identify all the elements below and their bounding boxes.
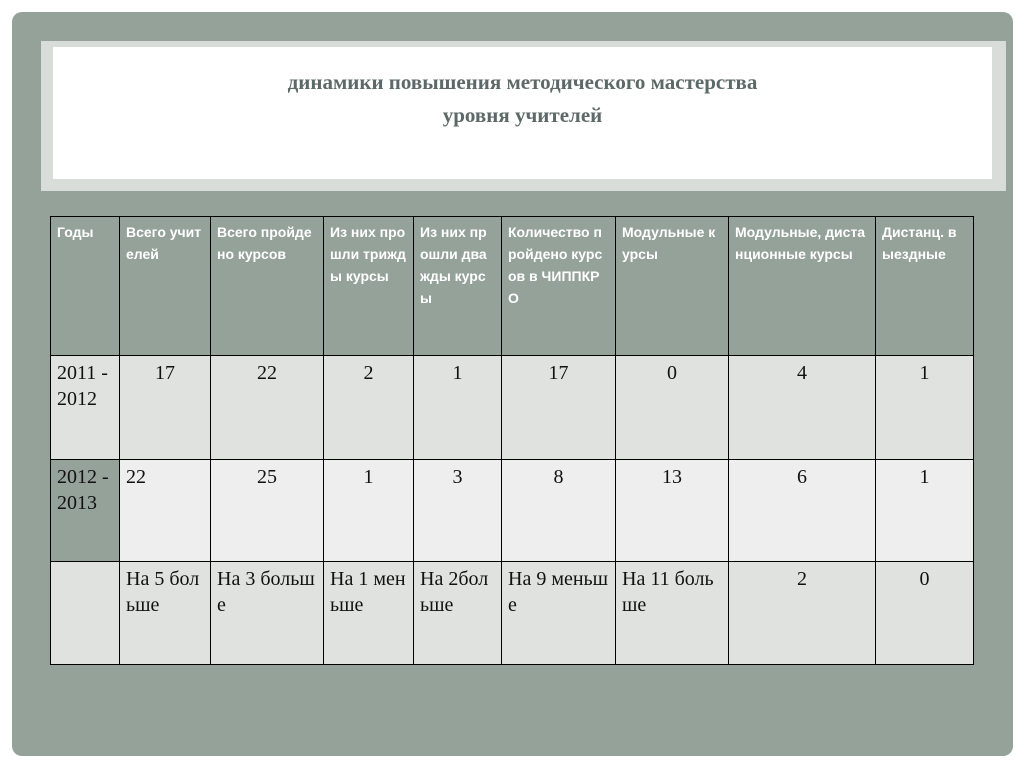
table-cell: 2 <box>729 562 876 665</box>
header-cell-three-times: Из них прошли трижды курсы <box>324 217 414 356</box>
title-box <box>53 47 992 179</box>
slide-title-line-2: уровня учителей <box>442 103 603 127</box>
table-cell: 1 <box>324 460 414 562</box>
table-cell: 8 <box>502 460 616 562</box>
table-cell: 3 <box>414 460 502 562</box>
table-cell: На 1 меньше <box>324 562 414 665</box>
table-cell: 0 <box>876 562 974 665</box>
table-cell-year <box>51 562 120 665</box>
header-cell-years: Годы <box>51 217 120 356</box>
table-cell: На 3 больше <box>211 562 324 665</box>
table-cell: 1 <box>876 460 974 562</box>
table-header-row <box>51 217 974 356</box>
header-cell-chippkro: Количество пройдено курсов в ЧИППКРО <box>502 217 616 356</box>
table-cell: На 11 больше <box>616 562 729 665</box>
table-cell: На 5 больше <box>120 562 211 665</box>
table-cell: 22 <box>211 356 324 460</box>
slide-title-line-1: динамики повышения методического мастерства <box>287 70 758 94</box>
table-cell: 1 <box>414 356 502 460</box>
table-cell: 1 <box>876 356 974 460</box>
table-cell-year: 2011 - 2012 <box>51 356 120 460</box>
courses-table <box>50 216 974 665</box>
header-cell-twice: Из них прошли дважды курсы <box>414 217 502 356</box>
table-row <box>51 460 974 562</box>
table-cell: 22 <box>120 460 211 562</box>
table-cell: 4 <box>729 356 876 460</box>
table-cell: 25 <box>211 460 324 562</box>
table-cell-year: 2012 - 2013 <box>51 460 120 562</box>
title-frame <box>41 41 1006 191</box>
table-cell: 13 <box>616 460 729 562</box>
header-cell-distance-onsite: Дистанц. выездные <box>876 217 974 356</box>
table-cell: 17 <box>502 356 616 460</box>
header-cell-modular: Модульные курсы <box>616 217 729 356</box>
table-cell: 17 <box>120 356 211 460</box>
header-cell-modular-distance: Модульные, дистанционные курсы <box>729 217 876 356</box>
header-cell-total-courses: Всего пройдено курсов <box>211 217 324 356</box>
table-row <box>51 562 974 665</box>
table-cell: 0 <box>616 356 729 460</box>
header-cell-total-teachers: Всего учителей <box>120 217 211 356</box>
table-row <box>51 356 974 460</box>
table-cell: 6 <box>729 460 876 562</box>
table-cell: На 2больше <box>414 562 502 665</box>
table-cell: На 9 меньше <box>502 562 616 665</box>
table-cell: 2 <box>324 356 414 460</box>
